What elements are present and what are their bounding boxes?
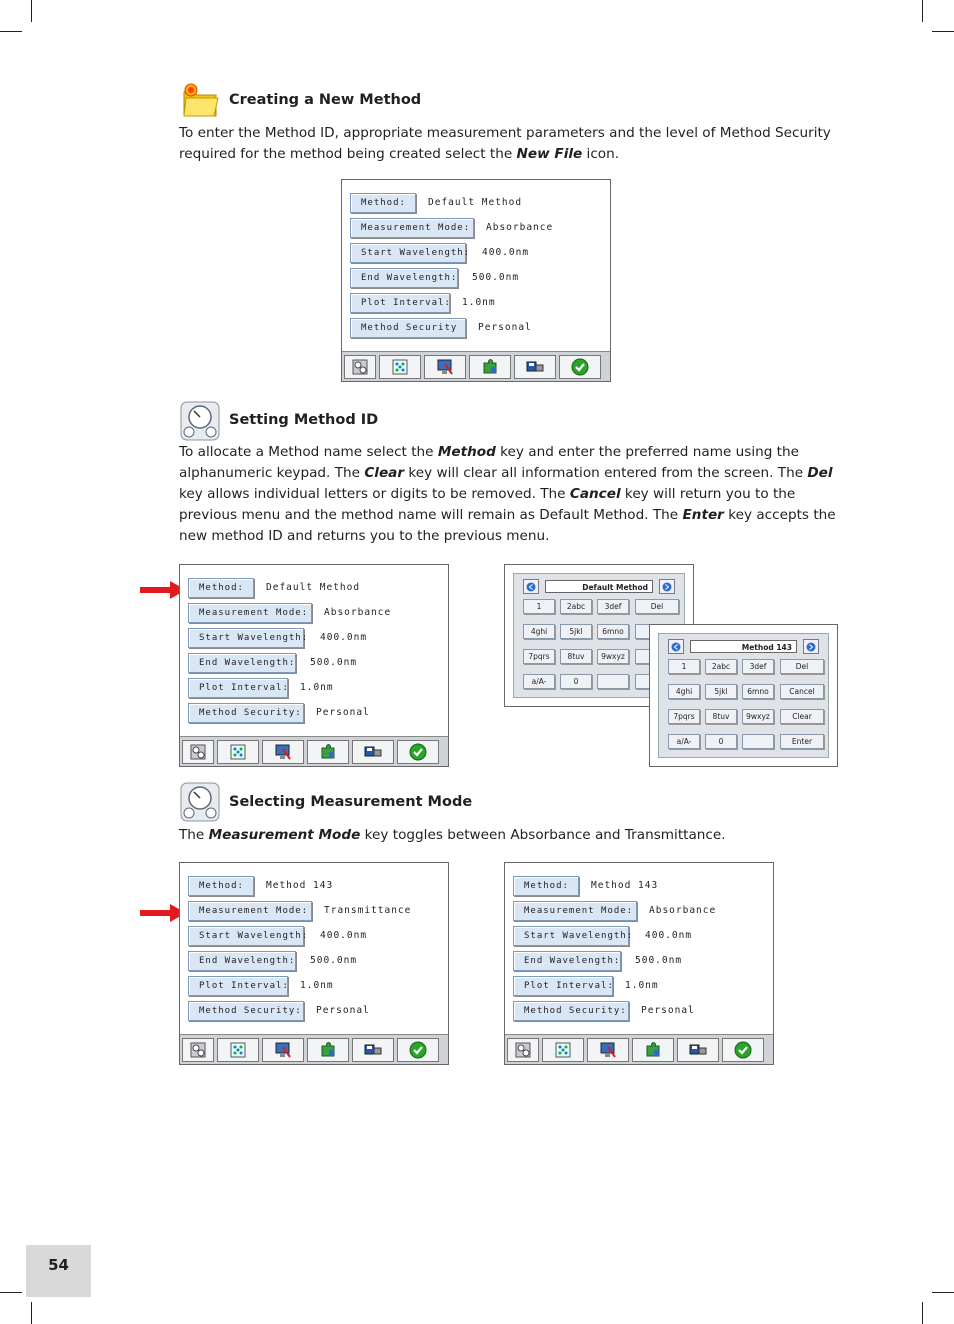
text: key and enter the preferred name using the alphanumeric keypad. The	[179, 444, 799, 481]
end-key[interactable]: End Wavelength:	[188, 951, 296, 971]
grid-icon	[229, 743, 247, 761]
gauge-icon	[180, 782, 220, 822]
keypad-key[interactable]: 9wxyz	[597, 649, 629, 664]
toolbar-button[interactable]	[507, 1038, 539, 1062]
security-key[interactable]: Method Security	[350, 318, 466, 338]
method-key[interactable]: Method:	[513, 876, 579, 896]
toolbar-button[interactable]	[182, 1038, 214, 1062]
setting-row-start	[188, 926, 438, 946]
ok-check-icon	[734, 1041, 752, 1059]
keypad-display: Method 143	[690, 640, 797, 653]
security-value: Personal	[641, 1005, 695, 1016]
tools-icon	[351, 358, 369, 376]
plot-value: 1.0nm	[462, 297, 496, 308]
paragraph	[179, 825, 839, 846]
end-key[interactable]: End Wavelength:	[350, 268, 458, 288]
toolbar-button[interactable]	[722, 1038, 764, 1062]
toolbar-button[interactable]	[632, 1038, 674, 1062]
toolbar-button[interactable]	[217, 1038, 259, 1062]
setting-row-security	[513, 1001, 763, 1021]
mode-key[interactable]: Measurement Mode:	[188, 901, 312, 921]
mode-key[interactable]: Measurement Mode:	[513, 901, 637, 921]
method-value: Default Method	[266, 582, 361, 593]
section-heading: Selecting Measurement Mode	[229, 794, 473, 810]
method-value: Default Method	[428, 197, 523, 208]
start-key[interactable]: Start Wavelength:	[188, 628, 304, 648]
setting-row-end	[188, 653, 438, 673]
toolbar-button[interactable]	[352, 740, 394, 764]
start-value: 400.0nm	[645, 930, 693, 941]
emphasis: Enter	[682, 507, 724, 523]
keypad-key[interactable]: 0	[705, 734, 737, 749]
method-value: Method 143	[591, 880, 659, 891]
monitor-icon	[274, 1041, 292, 1059]
setting-row-method	[188, 876, 438, 896]
text: key allows individual letters or digits to be removed. The	[179, 486, 570, 502]
security-value: Personal	[316, 707, 370, 718]
keypad-key[interactable]: Enter	[780, 734, 824, 749]
keypad-key[interactable]: 3def	[742, 659, 774, 674]
setting-row-end	[350, 268, 600, 288]
setting-row-start	[188, 628, 438, 648]
tools-icon	[189, 743, 207, 761]
keypad-key[interactable]: 1	[668, 659, 700, 674]
gauge-icon	[180, 401, 220, 441]
emphasis: Method	[437, 444, 496, 460]
start-key[interactable]: Start Wavelength:	[188, 926, 304, 946]
crop-mark	[932, 31, 954, 32]
method-key[interactable]: Method:	[188, 876, 254, 896]
toolbar-button[interactable]	[514, 355, 556, 379]
grid-icon	[391, 358, 409, 376]
crop-mark	[31, 0, 32, 22]
toolbar-button[interactable]	[307, 740, 349, 764]
monitor-icon	[599, 1041, 617, 1059]
keypad-key[interactable]: 7pqrs	[523, 649, 555, 664]
plot-key[interactable]: Plot Interval:	[513, 976, 613, 996]
grid-icon	[229, 1041, 247, 1059]
tools-icon	[189, 1041, 207, 1059]
emphasis: New File	[516, 146, 583, 162]
toolbar-button[interactable]	[262, 740, 304, 764]
keypad-key[interactable]: 5jkl	[705, 684, 737, 699]
emphasis: Del	[807, 465, 833, 481]
puzzle-icon	[319, 1041, 337, 1059]
mode-key[interactable]: Measurement Mode:	[350, 218, 474, 238]
keypad-key[interactable]: 8tuv	[560, 649, 592, 664]
crop-mark	[31, 1302, 32, 1324]
forward-arrow-icon[interactable]	[659, 579, 675, 594]
setting-row-mode	[188, 603, 438, 623]
keypad-key[interactable]: 6mno	[597, 624, 629, 639]
tools-icon	[514, 1041, 532, 1059]
puzzle-icon	[481, 358, 499, 376]
toolbar-button[interactable]	[307, 1038, 349, 1062]
text: The	[179, 827, 209, 843]
save-print-icon	[364, 743, 382, 761]
grid-icon	[554, 1041, 572, 1059]
keypad-key[interactable]: 8tuv	[705, 709, 737, 724]
toolbar-button[interactable]	[397, 740, 439, 764]
plot-value: 1.0nm	[625, 980, 659, 991]
method-value: Method 143	[266, 880, 334, 891]
mode-value: Absorbance	[486, 222, 554, 233]
screenshot-transmittance	[179, 862, 449, 1065]
end-key[interactable]: End Wavelength:	[188, 653, 296, 673]
new-file-icon	[180, 80, 220, 120]
end-key[interactable]: End Wavelength:	[513, 951, 621, 971]
keypad-key[interactable]: 2abc	[705, 659, 737, 674]
keypad-key[interactable]: a/A-	[523, 674, 555, 689]
section-heading: Setting Method ID	[229, 412, 379, 428]
ok-check-icon	[409, 1041, 427, 1059]
security-value: Personal	[478, 322, 532, 333]
setting-row-security	[188, 1001, 438, 1021]
setting-row-mode	[513, 901, 763, 921]
screenshot-absorbance	[504, 862, 774, 1065]
screenshot-method-default	[341, 179, 611, 382]
toolbar-button[interactable]	[344, 355, 376, 379]
method-key[interactable]: Method:	[350, 193, 416, 213]
keypad-method-143	[649, 624, 838, 767]
toolbar	[342, 351, 610, 381]
save-print-icon	[689, 1041, 707, 1059]
setting-row-start	[350, 243, 600, 263]
setting-row-method	[513, 876, 763, 896]
keypad-key[interactable]: Del	[780, 659, 824, 674]
end-value: 500.0nm	[310, 657, 358, 668]
toolbar-button[interactable]	[587, 1038, 629, 1062]
security-key[interactable]: Method Security:	[188, 1001, 304, 1021]
text: key toggles between Absorbance and Transmittance.	[360, 827, 726, 843]
save-print-icon	[364, 1041, 382, 1059]
setting-row-start	[513, 926, 763, 946]
crop-mark	[922, 0, 923, 22]
toolbar-button[interactable]	[397, 1038, 439, 1062]
setting-row-plot	[350, 293, 600, 313]
setting-row-method	[188, 578, 438, 598]
toolbar-button[interactable]	[379, 355, 421, 379]
keypad-key[interactable]	[597, 674, 629, 689]
text: key will return you to the previous menu and the method name will remain as Default Method. The	[179, 486, 796, 523]
keypad-key[interactable]: Clear	[780, 709, 824, 724]
text: To enter the Method ID, appropriate measurement parameters and the level of Method Security required for the method being created select the	[179, 125, 831, 162]
end-value: 500.0nm	[472, 272, 520, 283]
end-value: 500.0nm	[310, 955, 358, 966]
text: To allocate a Method name select the	[179, 444, 438, 460]
start-value: 400.0nm	[482, 247, 530, 258]
ok-check-icon	[409, 743, 427, 761]
back-arrow-icon[interactable]	[523, 579, 539, 594]
keypad-display: Default Method	[545, 580, 653, 593]
keypad-key[interactable]: 5jkl	[560, 624, 592, 639]
start-key[interactable]: Start Wavelength:	[350, 243, 466, 263]
keypad-key[interactable]: 6mno	[742, 684, 774, 699]
setting-row-mode	[350, 218, 600, 238]
toolbar	[505, 1034, 773, 1064]
back-arrow-icon[interactable]	[668, 639, 684, 654]
screenshot-method-select	[179, 564, 449, 767]
toolbar-button[interactable]	[182, 740, 214, 764]
toolbar	[180, 736, 448, 766]
emphasis: Clear	[364, 465, 405, 481]
keypad-key[interactable]	[742, 734, 774, 749]
keypad-key[interactable]: 9wxyz	[742, 709, 774, 724]
emphasis: Measurement Mode	[208, 827, 361, 843]
keypad-key[interactable]: 4ghi	[668, 684, 700, 699]
keypad-key[interactable]: 0	[560, 674, 592, 689]
setting-row-security	[350, 318, 600, 338]
keypad-key[interactable]: 4ghi	[523, 624, 555, 639]
plot-key[interactable]: Plot Interval:	[188, 976, 288, 996]
end-value: 500.0nm	[635, 955, 683, 966]
crop-mark	[0, 31, 22, 32]
setting-row-end	[513, 951, 763, 971]
toolbar-button[interactable]	[559, 355, 601, 379]
crop-mark	[0, 1292, 22, 1293]
keypad-key[interactable]: Del	[635, 599, 679, 614]
text: key will clear all information entered from the screen. The	[404, 465, 808, 481]
security-key[interactable]: Method Security:	[188, 703, 304, 723]
page-number: 54	[48, 1256, 69, 1274]
plot-value: 1.0nm	[300, 682, 334, 693]
toolbar-button[interactable]	[677, 1038, 719, 1062]
paragraph	[179, 123, 839, 165]
toolbar-button[interactable]	[542, 1038, 584, 1062]
puzzle-icon	[644, 1041, 662, 1059]
setting-row-mode	[188, 901, 438, 921]
setting-row-security	[188, 703, 438, 723]
plot-value: 1.0nm	[300, 980, 334, 991]
security-value: Personal	[316, 1005, 370, 1016]
text: key accepts the new method ID and returns you to the previous menu.	[179, 507, 836, 544]
mode-value: Absorbance	[649, 905, 717, 916]
toolbar-button[interactable]	[469, 355, 511, 379]
keypad-key[interactable]: a/A-	[668, 734, 700, 749]
monitor-icon	[436, 358, 454, 376]
method-key[interactable]: Method:	[188, 578, 254, 598]
plot-key[interactable]: Plot Interval:	[188, 678, 288, 698]
keypad-key[interactable]: 2abc	[560, 599, 592, 614]
ok-check-icon	[571, 358, 589, 376]
keypad-key[interactable]: 3def	[597, 599, 629, 614]
setting-row-plot	[188, 678, 438, 698]
keypad-key[interactable]: Cancel	[780, 684, 824, 699]
forward-arrow-icon[interactable]	[803, 639, 819, 654]
toolbar	[180, 1034, 448, 1064]
crop-mark	[922, 1302, 923, 1324]
puzzle-icon	[319, 743, 337, 761]
keypad-key[interactable]: 1	[523, 599, 555, 614]
toolbar-button[interactable]	[424, 355, 466, 379]
toolbar-button[interactable]	[352, 1038, 394, 1062]
setting-row-method	[350, 193, 600, 213]
emphasis: Cancel	[569, 486, 621, 502]
monitor-icon	[274, 743, 292, 761]
setting-row-plot	[513, 976, 763, 996]
save-print-icon	[526, 358, 544, 376]
page-number-box	[26, 1245, 91, 1297]
setting-row-plot	[188, 976, 438, 996]
mode-key[interactable]: Measurement Mode:	[188, 603, 312, 623]
toolbar-button[interactable]	[217, 740, 259, 764]
mode-value: Absorbance	[324, 607, 392, 618]
crop-mark	[932, 1292, 954, 1293]
plot-key[interactable]: Plot Interval:	[350, 293, 450, 313]
text: icon.	[582, 146, 620, 162]
section-heading: Creating a New Method	[229, 92, 422, 108]
start-value: 400.0nm	[320, 632, 368, 643]
security-key[interactable]: Method Security:	[513, 1001, 629, 1021]
setting-row-end	[188, 951, 438, 971]
start-key[interactable]: Start Wavelength:	[513, 926, 629, 946]
start-value: 400.0nm	[320, 930, 368, 941]
mode-value: Transmittance	[324, 905, 412, 916]
toolbar-button[interactable]	[262, 1038, 304, 1062]
keypad-key[interactable]: 7pqrs	[668, 709, 700, 724]
paragraph	[179, 442, 839, 547]
